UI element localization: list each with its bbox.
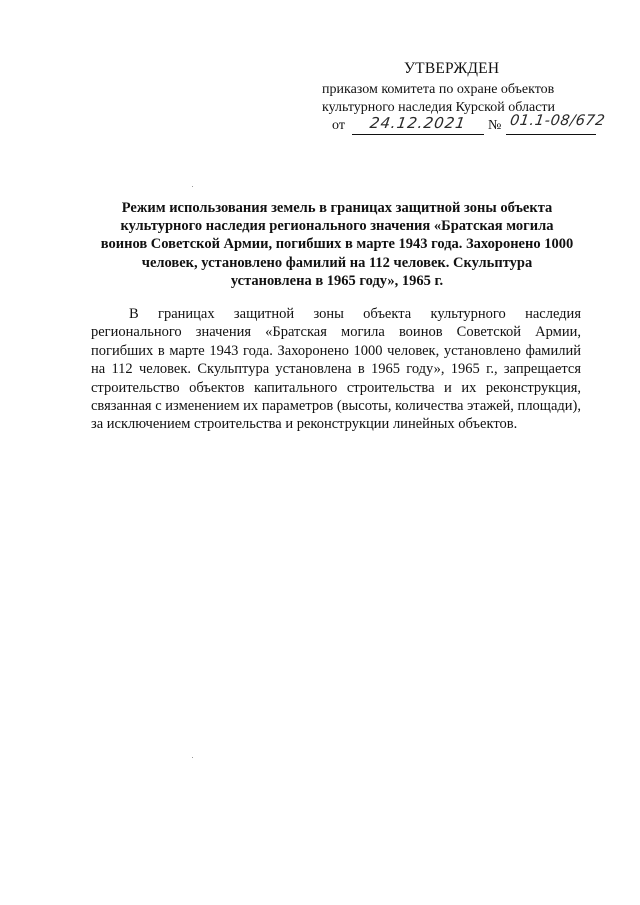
scan-speck: [192, 186, 193, 187]
date-underline: [352, 134, 484, 135]
number-underline: [506, 134, 596, 135]
approval-title: УТВЕРЖДЕН: [404, 60, 500, 77]
approval-date-number-row: [332, 113, 607, 138]
number-label: №: [488, 118, 502, 133]
handwritten-date: 24.12.2021: [368, 114, 468, 132]
document-body: В границах защитной зоны объекта культурного наследия регионального значения «Братская могила воинов Советской Армии, погибших в марте 1943 года. Захоронено 1000 человек, установлено фамилий на 112 человек. Скульптура установлена в 1965 году», 1965 г., запрещается строительство объектов капитального строительства и их реконструкция, связанная с изменением их параметров (высоты, количества этажей, площади), за исключением строительства и реконструкции линейных объектов.: [91, 306, 581, 433]
scan-speck: [192, 757, 193, 758]
approval-line-committee: культурного наследия Курской области: [322, 100, 556, 115]
document-title: Режим использования земель в границах защитной зоны объекта культурного наследия регионального значения «Братская могила воинов Советской Армии, погибших в марте 1943 года. Захоронено 1000 человек, установлено фамилий на 112 человек. Скульптура установлена в 1965 году», 1965 г.: [100, 200, 574, 289]
handwritten-number: 01.1-08/672: [508, 113, 607, 129]
approval-line-order: приказом комитета по охране объектов: [322, 82, 555, 97]
date-label: от: [332, 118, 345, 133]
